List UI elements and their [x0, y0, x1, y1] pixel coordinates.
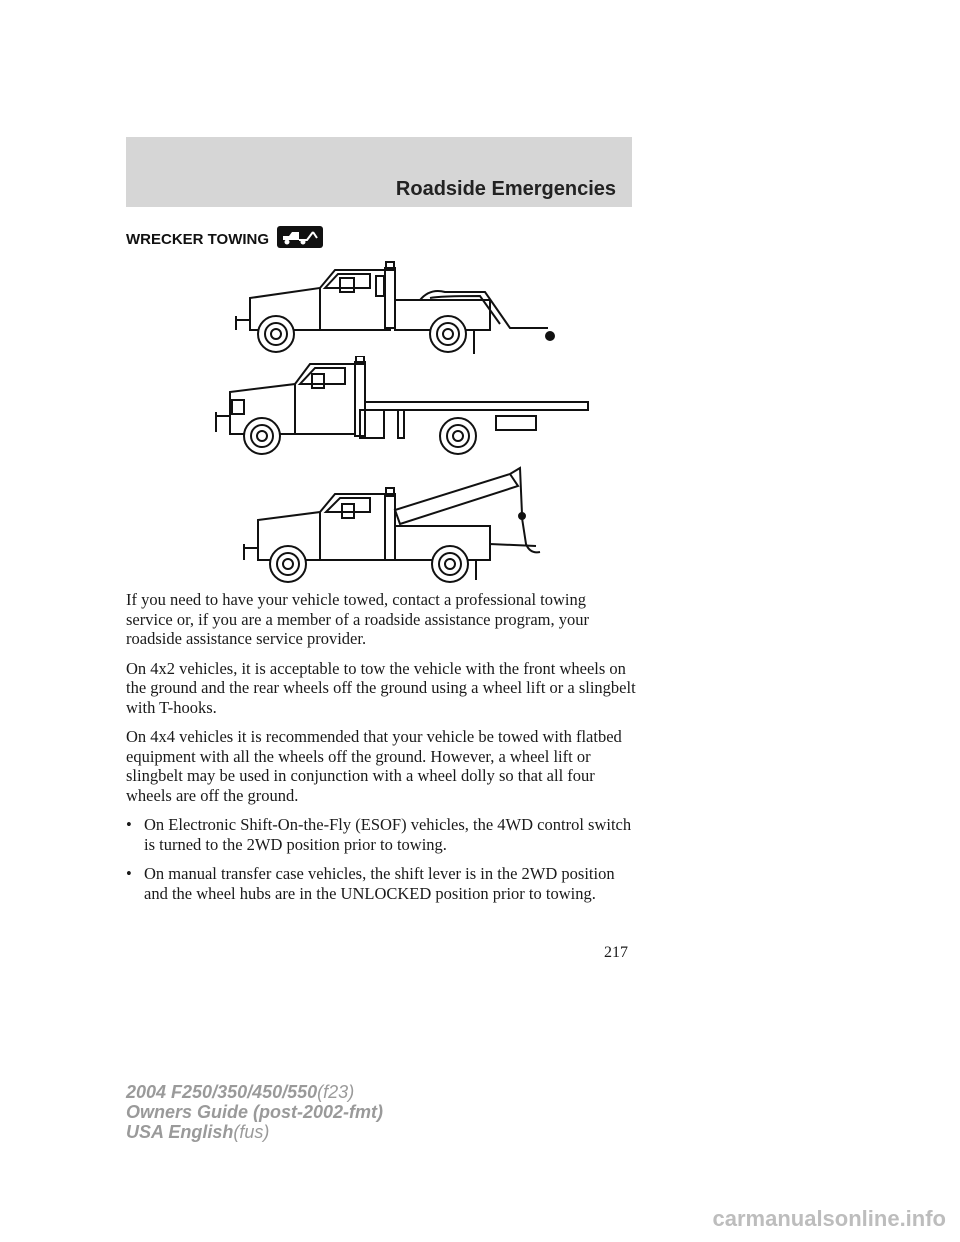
footer-line-3 — [126, 1122, 383, 1142]
bullet-mark: • — [126, 864, 132, 883]
bullet-text: On Electronic Shift-On-the-Fly (ESOF) vehicles, the 4WD control switch is turned to the 2WD position prior to towing. — [144, 815, 632, 854]
watermark[interactable]: carmanualsonline.info — [712, 1206, 946, 1231]
paragraph: On 4x2 vehicles, it is acceptable to tow the vehicle with the front wheels on the ground and the rear wheels off the ground using a wheel lift or a slingbelt with T-hooks. — [126, 658, 636, 717]
bullet-item — [126, 864, 636, 903]
heading-text: WRECKER TOWING — [126, 230, 270, 248]
boom-wrecker-illustration — [200, 464, 600, 588]
bullet-text: On manual transfer case vehicles, the shift lever is in the 2WD position and the wheel hubs are in the UNLOCKED position prior to towing. — [144, 864, 615, 903]
wheel-lift-truck-illustration — [200, 258, 600, 362]
footer-line-2 — [126, 1102, 383, 1122]
tow-truck-icon — [277, 226, 323, 252]
paragraph: If you need to have your vehicle towed, contact a professional towing service or, if you are a member of a roadside assistance program, your roadside assistance service provider. — [126, 590, 589, 648]
page-number: 217 — [604, 944, 628, 961]
page-heading — [126, 226, 323, 252]
footer-language-code: (fus) — [233, 1122, 270, 1142]
bullet-mark: • — [126, 815, 132, 834]
paragraph: On 4x4 vehicles it is recommended that your vehicle be towed with flatbed equipment with all the wheels off the ground. However, a wheel lift or slingbelt may be used in conjunction with a wheel dolly so that all four wheels are off the ground. — [126, 727, 622, 805]
section-header-bar — [126, 137, 632, 207]
section-title: Roadside Emergencies — [395, 178, 616, 200]
footer-guide: Owners Guide (post-2002-fmt) — [126, 1102, 384, 1122]
footer-model: 2004 F250/350/450/550 — [126, 1082, 318, 1102]
footer-model-code: (f23) — [317, 1082, 355, 1102]
footer-language: USA English — [126, 1122, 234, 1142]
footer-line-1 — [126, 1082, 383, 1102]
bullet-item — [126, 815, 636, 854]
document-footer — [126, 1082, 383, 1142]
flatbed-truck-illustration — [200, 356, 600, 460]
body-text — [126, 590, 636, 913]
